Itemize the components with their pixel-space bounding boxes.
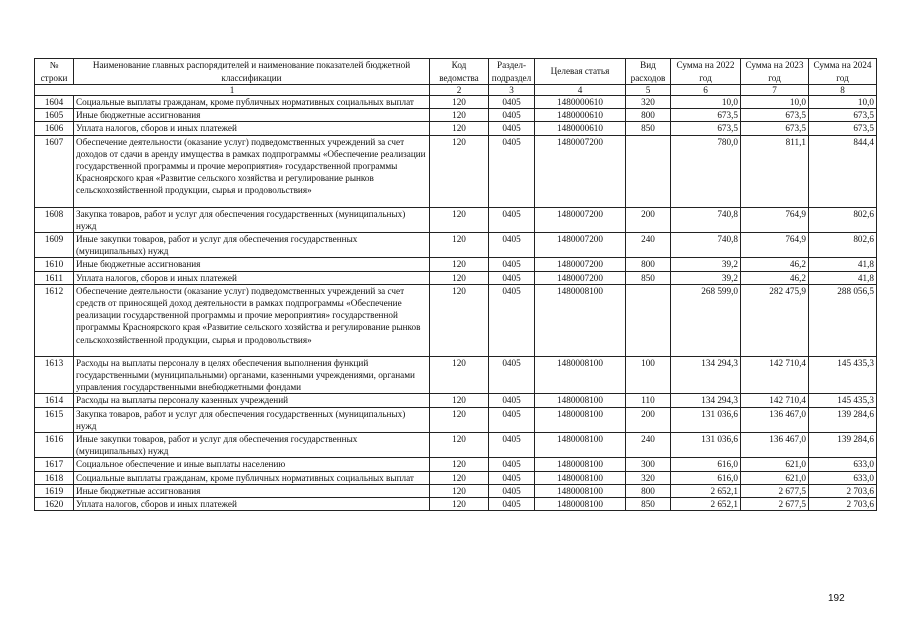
- table-row: [35, 284, 877, 356]
- sum-2022: 268 599,0: [671, 284, 741, 356]
- sum-2022: 616,0: [671, 458, 741, 471]
- page-number: 192: [828, 593, 845, 604]
- column-number: 2: [430, 85, 489, 96]
- row-name: Уплата налогов, сборов и иных платежей: [74, 271, 430, 284]
- header-row-no: № строки: [35, 59, 74, 85]
- sum-2024: 41,8: [809, 271, 877, 284]
- dept-code: 120: [430, 458, 489, 471]
- sum-2022: 131 036,6: [671, 407, 741, 432]
- dept-code: 120: [430, 271, 489, 284]
- dept-code: 120: [430, 433, 489, 458]
- expense-type: 320: [626, 471, 671, 484]
- header-dept-code: Код ведомства: [430, 59, 489, 85]
- table-row: [35, 271, 877, 284]
- dept-code: 120: [430, 122, 489, 135]
- dept-code: 120: [430, 498, 489, 511]
- section-code: 0405: [489, 498, 535, 511]
- expense-type: 800: [626, 109, 671, 122]
- expense-type: [626, 284, 671, 356]
- sum-2024: 802,6: [809, 233, 877, 258]
- row-number: 1606: [35, 122, 74, 135]
- table-row: [35, 407, 877, 432]
- row-number: 1620: [35, 498, 74, 511]
- row-number: 1618: [35, 471, 74, 484]
- expense-type: 300: [626, 458, 671, 471]
- sum-2022: 616,0: [671, 471, 741, 484]
- target-article: 1480008100: [535, 284, 626, 356]
- column-number: 6: [671, 85, 741, 96]
- header-exp-type: Вид расходов: [626, 59, 671, 85]
- table-row: [35, 498, 877, 511]
- dept-code: 120: [430, 109, 489, 122]
- row-number: 1607: [35, 135, 74, 207]
- target-article: 1480000610: [535, 96, 626, 109]
- table-row: [35, 471, 877, 484]
- dept-code: 120: [430, 233, 489, 258]
- row-name: Обеспечение деятельности (оказание услуг) подведомственных учреждений за счет доходов от сдачи в аренду имущества в рамках подпрограммы «Обеспечение реализации государственной программы и прочие мероприятия» государственной программы Красноярского края «Развитие сельского хозяйства и регулирование рынков сельскохозяйственной продукции, сырья и продовольствия»: [74, 135, 430, 207]
- expense-type: 240: [626, 433, 671, 458]
- row-number: 1609: [35, 233, 74, 258]
- row-name: Уплата налогов, сборов и иных платежей: [74, 122, 430, 135]
- sum-2024: 633,0: [809, 471, 877, 484]
- section-code: 0405: [489, 407, 535, 432]
- sum-2023: 621,0: [741, 471, 809, 484]
- expense-type: 800: [626, 484, 671, 497]
- target-article: 1480008100: [535, 356, 626, 394]
- row-name: Обеспечение деятельности (оказание услуг) подведомственных учреждений за счет средств от приносящей доход деятельности в рамках подпрограммы «Обеспечение реализации государственной программы и прочие мероприятия» государственной программы Красноярского края «Развитие сельского хозяйства и регулирование рынков сельскохозяйственной продукции, сырья и продовольствия»: [74, 284, 430, 356]
- table-row: [35, 433, 877, 458]
- expense-type: 100: [626, 356, 671, 394]
- column-number: 1: [35, 85, 430, 96]
- table-row: [35, 484, 877, 497]
- target-article: 1480008100: [535, 458, 626, 471]
- sum-2023: 136 467,0: [741, 433, 809, 458]
- row-name: Иные бюджетные ассигнования: [74, 109, 430, 122]
- sum-2022: 134 294,3: [671, 356, 741, 394]
- section-code: 0405: [489, 122, 535, 135]
- row-number: 1619: [35, 484, 74, 497]
- target-article: 1480008100: [535, 498, 626, 511]
- row-number: 1608: [35, 207, 74, 232]
- header-name: Наименование главных распорядителей и наименование показателей бюджетной классификации: [74, 59, 430, 85]
- dept-code: 120: [430, 394, 489, 407]
- sum-2023: 764,9: [741, 233, 809, 258]
- budget-table: [34, 58, 877, 511]
- target-article: 1480007200: [535, 135, 626, 207]
- row-name: Закупка товаров, работ и услуг для обеспечения государственных (муниципальных) нужд: [74, 407, 430, 432]
- sum-2023: 46,2: [741, 271, 809, 284]
- target-article: 1480008100: [535, 407, 626, 432]
- target-article: 1480008100: [535, 471, 626, 484]
- target-article: 1480008100: [535, 484, 626, 497]
- row-name: Расходы на выплаты персоналу в целях обеспечения выполнения функций государственными (муниципальными) органами, казенными учреждениями, органами управления государственными внебюджетными фондами: [74, 356, 430, 394]
- section-code: 0405: [489, 258, 535, 271]
- table-row: [35, 394, 877, 407]
- sum-2022: 673,5: [671, 109, 741, 122]
- table-row: [35, 458, 877, 471]
- section-code: 0405: [489, 394, 535, 407]
- table-row: [35, 122, 877, 135]
- expense-type: 200: [626, 407, 671, 432]
- section-code: 0405: [489, 433, 535, 458]
- dept-code: 120: [430, 258, 489, 271]
- dept-code: 120: [430, 207, 489, 232]
- target-article: 1480008100: [535, 394, 626, 407]
- column-number-row: [35, 85, 877, 96]
- expense-type: 320: [626, 96, 671, 109]
- expense-type: 850: [626, 122, 671, 135]
- dept-code: 120: [430, 135, 489, 207]
- column-number: 8: [809, 85, 877, 96]
- section-code: 0405: [489, 284, 535, 356]
- sum-2023: 764,9: [741, 207, 809, 232]
- expense-type: 800: [626, 258, 671, 271]
- row-number: 1613: [35, 356, 74, 394]
- header-section: Раздел-подраздел: [489, 59, 535, 85]
- header-sum-2023: Сумма на 2023 год: [741, 59, 809, 85]
- sum-2023: 46,2: [741, 258, 809, 271]
- sum-2024: 673,5: [809, 109, 877, 122]
- expense-type: 850: [626, 271, 671, 284]
- dept-code: 120: [430, 471, 489, 484]
- row-name: Иные бюджетные ассигнования: [74, 484, 430, 497]
- sum-2023: 142 710,4: [741, 394, 809, 407]
- table-row: [35, 356, 877, 394]
- expense-type: [626, 135, 671, 207]
- section-code: 0405: [489, 458, 535, 471]
- row-number: 1617: [35, 458, 74, 471]
- header-target: Целевая статья: [535, 59, 626, 85]
- sum-2022: 131 036,6: [671, 433, 741, 458]
- row-number: 1615: [35, 407, 74, 432]
- section-code: 0405: [489, 356, 535, 394]
- sum-2022: 2 652,1: [671, 498, 741, 511]
- column-number: 5: [626, 85, 671, 96]
- row-number: 1614: [35, 394, 74, 407]
- sum-2022: 39,2: [671, 271, 741, 284]
- row-name: Иные закупки товаров, работ и услуг для обеспечения государственных (муниципальных) нужд: [74, 433, 430, 458]
- section-code: 0405: [489, 233, 535, 258]
- sum-2023: 136 467,0: [741, 407, 809, 432]
- sum-2024: 633,0: [809, 458, 877, 471]
- sum-2024: 145 435,3: [809, 394, 877, 407]
- target-article: 1480007200: [535, 258, 626, 271]
- sum-2024: 844,4: [809, 135, 877, 207]
- column-number: 3: [489, 85, 535, 96]
- table-row: [35, 233, 877, 258]
- dept-code: 120: [430, 284, 489, 356]
- sum-2024: 41,8: [809, 258, 877, 271]
- sum-2024: 2 703,6: [809, 484, 877, 497]
- sum-2024: 10,0: [809, 96, 877, 109]
- target-article: 1480000610: [535, 109, 626, 122]
- row-number: 1605: [35, 109, 74, 122]
- sum-2022: 2 652,1: [671, 484, 741, 497]
- table-body: [35, 96, 877, 511]
- sum-2024: 145 435,3: [809, 356, 877, 394]
- target-article: 1480007200: [535, 233, 626, 258]
- table-row: [35, 109, 877, 122]
- row-number: 1604: [35, 96, 74, 109]
- row-name: Расходы на выплаты персоналу казенных учреждений: [74, 394, 430, 407]
- sum-2022: 134 294,3: [671, 394, 741, 407]
- section-code: 0405: [489, 271, 535, 284]
- row-name: Закупка товаров, работ и услуг для обеспечения государственных (муниципальных) нужд: [74, 207, 430, 232]
- table-row: [35, 135, 877, 207]
- target-article: 1480007200: [535, 271, 626, 284]
- table-row: [35, 207, 877, 232]
- section-code: 0405: [489, 96, 535, 109]
- row-number: 1616: [35, 433, 74, 458]
- sum-2023: 673,5: [741, 122, 809, 135]
- expense-type: 200: [626, 207, 671, 232]
- sum-2023: 2 677,5: [741, 484, 809, 497]
- sum-2022: 39,2: [671, 258, 741, 271]
- section-code: 0405: [489, 471, 535, 484]
- section-code: 0405: [489, 135, 535, 207]
- sum-2022: 740,8: [671, 207, 741, 232]
- row-number: 1610: [35, 258, 74, 271]
- sum-2022: 780,0: [671, 135, 741, 207]
- sum-2023: 2 677,5: [741, 498, 809, 511]
- table-row: [35, 258, 877, 271]
- target-article: 1480008100: [535, 433, 626, 458]
- sum-2023: 811,1: [741, 135, 809, 207]
- sum-2022: 10,0: [671, 96, 741, 109]
- sum-2023: 10,0: [741, 96, 809, 109]
- row-number: 1612: [35, 284, 74, 356]
- row-name: Социальные выплаты гражданам, кроме публичных нормативных социальных выплат: [74, 96, 430, 109]
- row-name: Социальные выплаты гражданам, кроме публичных нормативных социальных выплат: [74, 471, 430, 484]
- row-number: 1611: [35, 271, 74, 284]
- expense-type: 240: [626, 233, 671, 258]
- sum-2022: 673,5: [671, 122, 741, 135]
- section-code: 0405: [489, 484, 535, 497]
- expense-type: 850: [626, 498, 671, 511]
- column-number: 4: [535, 85, 626, 96]
- section-code: 0405: [489, 109, 535, 122]
- sum-2024: 802,6: [809, 207, 877, 232]
- row-name: Социальное обеспечение и иные выплаты населению: [74, 458, 430, 471]
- column-number: 7: [741, 85, 809, 96]
- sum-2024: 2 703,6: [809, 498, 877, 511]
- sum-2024: 139 284,6: [809, 407, 877, 432]
- row-name: Иные закупки товаров, работ и услуг для обеспечения государственных (муниципальных) нужд: [74, 233, 430, 258]
- sum-2024: 673,5: [809, 122, 877, 135]
- section-code: 0405: [489, 207, 535, 232]
- dept-code: 120: [430, 407, 489, 432]
- sum-2024: 139 284,6: [809, 433, 877, 458]
- table-row: [35, 96, 877, 109]
- dept-code: 120: [430, 484, 489, 497]
- target-article: 1480007200: [535, 207, 626, 232]
- target-article: 1480000610: [535, 122, 626, 135]
- sum-2024: 288 056,5: [809, 284, 877, 356]
- dept-code: 120: [430, 356, 489, 394]
- dept-code: 120: [430, 96, 489, 109]
- expense-type: 110: [626, 394, 671, 407]
- row-name: Уплата налогов, сборов и иных платежей: [74, 498, 430, 511]
- sum-2022: 740,8: [671, 233, 741, 258]
- sum-2023: 282 475,9: [741, 284, 809, 356]
- sum-2023: 142 710,4: [741, 356, 809, 394]
- header-sum-2022: Сумма на 2022 год: [671, 59, 741, 85]
- header-sum-2024: Сумма на 2024 год: [809, 59, 877, 85]
- row-name: Иные бюджетные ассигнования: [74, 258, 430, 271]
- sum-2023: 621,0: [741, 458, 809, 471]
- sum-2023: 673,5: [741, 109, 809, 122]
